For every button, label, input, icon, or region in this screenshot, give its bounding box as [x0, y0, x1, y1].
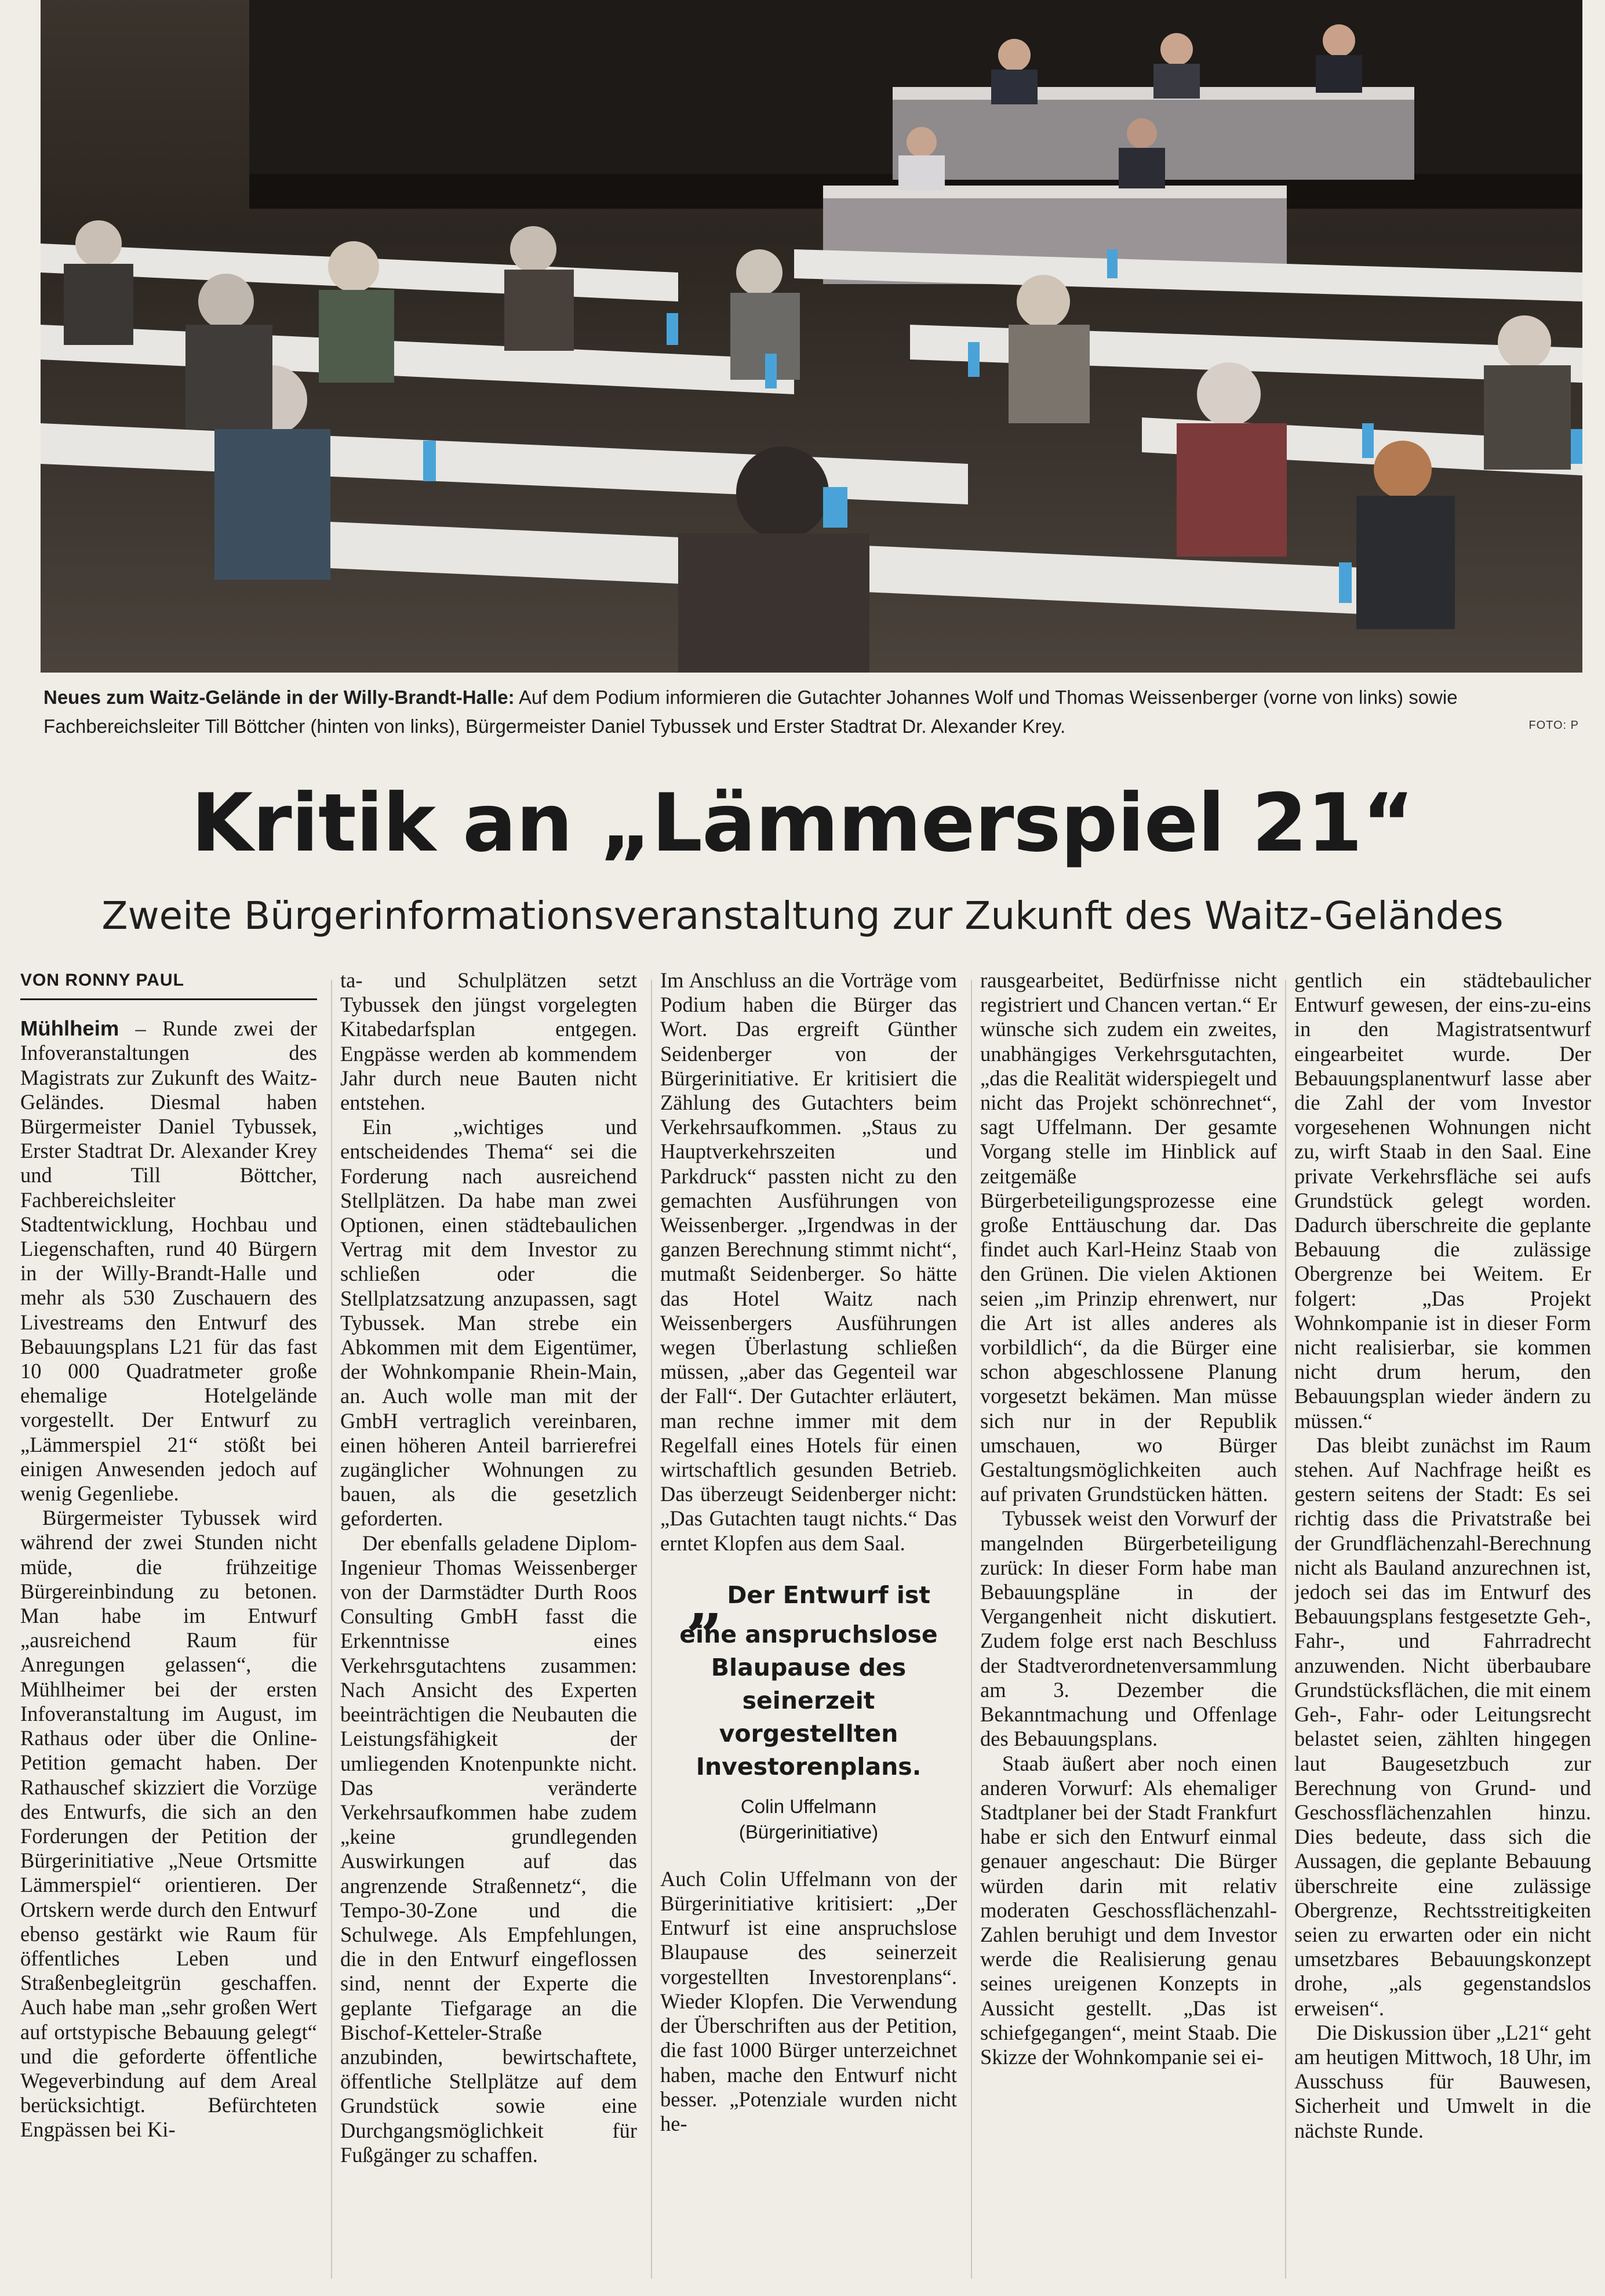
column-3	[660, 968, 957, 2284]
photo-credit: FOTO: P	[1528, 719, 1579, 732]
column-2	[340, 968, 637, 2284]
paragraph: Der ebenfalls geladene Diplom-Ingenieur Thomas Weissenberger von der Darmstädter Durth Roos Consulting GmbH fasst die Erkenntnisse eines Verkehrsgutachtens zusammen: Nach Ansicht des Experten beeinträchtigen die Neubauten die Leistungsfähigkeit der umliegenden Knotenpunkte nicht. Das veränderte Verkehrsaufkommen habe zudem „keine grundlegenden Auswirkungen auf das angrenzende Straßennetz“, die Tempo-30-Zone und die Schulwege. Als Empfehlungen, die in den Entwurf eingeflossen sind, nennt der Experte die geplante Tiefgarage an die Bischof-Ketteler-Straße anzubinden, bewirtschaftete, öffentliche Stellplätze auf dem Grundstück sowie eine Durchgangsmöglichkeit für Fußgänger zu schaffen.	[340, 1531, 637, 2167]
dateline: Mühlheim	[20, 1016, 119, 1041]
paragraph: Bürgermeister Tybussek wird während der zwei Stunden nicht müde, die frühzeitige Bürgereinbindung zu betonen. Man habe im Entwurf „ausreichend Raum für Anregungen gelassen“, die Mühlheimer bei der ersten Infoveranstaltung im August, im Rathaus oder über die Online-Petition gemacht haben. Der Rathauschef skizziert die Vorzüge des Entwurfs, die sich an den Forderungen der Petition der Bürgerinitiative „Neue Ortsmitte Lämmerspiel“ orientieren. Der Ortskern werde durch den Entwurf ebenso gestärkt wie Raum für öffentliches Leben und Straßenbegleitgrün geschaffen. Auch habe man „sehr großen Wert auf ortstypische Bebauung gelegt“ und die geforderte öffentliche Wegeverbindung auf dem Areal berücksichtigt. Befürchteten Engpässen bei Ki-	[20, 1506, 317, 2142]
paragraph: Ein „wichtiges und entscheidendes Thema“ sei die Forderung nach ausreichend Stellplätzen. Da habe man zwei Optionen, einen städtebaulichen Vertrag mit dem Investor zu schließen oder die Stellplatzsatzung anzupassen, sagt Tybussek. Man strebe ein Abkommen mit dem Eigentümer, der Wohnkompanie Rhein-Main, an. Auch wolle man mit der GmbH vertraglich vereinbaren, einen höheren Anteil barrierefrei zugänglicher Wohnungen zu bauen, als die gesetzlich geforderten.	[340, 1115, 637, 1531]
paragraph: Tybussek weist den Vorwurf der mangelnden Bürgerbeteiligung zurück: In dieser Form habe man Bebauungspläne in der Vergangenheit nicht diskutiert. Zudem folge erst nach Beschluss der Stadtverordnetenversammlung am 3. Dezember die Bekanntmachung und Offenlage des Bebauungsplans.	[980, 1506, 1277, 1751]
paragraph: rausgearbeitet, Bedürfnisse nicht registriert und Chancen vertan.“ Er wünsche sich zudem ein zweites, unabhängiges Verkehrsgutachten, „das die Realität widerspiegelt und nicht das Projekt schönrechnet“, sagt Uffelmann. Der gesamte Vorgang stelle im Hinblick auf zeitgemäße Bürgerbeteiligungsprozesse eine große Enttäuschung dar. Das findet auch Karl-Heinz Staab von den Grünen. Die vielen Aktionen seien „im Prinzip ehrenwert, nur die Art ist alles anderes als vorbildlich“, da die Bürger eine schon abgeschlossene Planung vorgesetzt bekämen. Man müsse sich nur in der Republik umschauen, wo Bürger Gestaltungsmöglichkeiten auch auf privaten Grundstücken hätten.	[980, 968, 1277, 1506]
meeting-hall-image	[41, 0, 1582, 673]
pull-quote-role: (Bürgerinitiative)	[738, 1821, 879, 1843]
hall-photo	[41, 0, 1582, 673]
caption-lead: Neues zum Waitz-Gelände in der Willy-Brandt-Halle:	[43, 686, 515, 708]
column-1	[20, 968, 317, 2284]
column-4	[980, 968, 1277, 2284]
paragraph: gentlich ein städtebaulicher Entwurf gewesen, der eins-zu-eins in den Magistratsentwurf eingearbeitet wurde. Der Bebauungsplanentwurf lasse aber die Zahl der vom Investor vorgesehenen Wohnungen nicht zu, wirft Staab in den Saal. Eine private Verkehrsfläche sei aufs Grundstück gelegt worden. Dadurch überschreite die geplante Bebauung die zulässige Obergrenze bei Weitem. Er folgert: „Das Projekt Wohnkompanie ist in dieser Form nicht realisierbar, sie kommen nicht drum herum, den Bebauungsplan wieder ändern zu müssen.“	[1294, 968, 1591, 1433]
caption-text: Auf dem Podium informieren die Gutachter Johannes Wolf und Thomas Weissenberger (vorne von links) sowie Fachbereichsleiter Till Böttcher (hinten von links), Bürgermeister Daniel Tybussek und Erster Stadtrat Dr. Alexander Krey.	[43, 686, 1458, 737]
paragraph: ta- und Schulplätzen setzt Tybussek den jüngst vorgelegten Kitabedarfsplan entgegen. Engpässe werden ab kommendem Jahr durch neue Bauten nicht entstehen.	[340, 968, 637, 1115]
subheadline: Zweite Bürgerinformationsveranstaltung zur Zukunft des Waitz-Geländes	[101, 893, 1504, 938]
paragraph: Im Anschluss an die Vorträge vom Podium haben die Bürger das Wort. Das ergreift Günther Seidenberger von der Bürgerinitiative. Er kritisiert die Zählung des Gutachters beim Verkehrsaufkommen. „Staus zu Hauptverkehrszeiten und Parkdruck“ passten nicht zu den gemachten Ausführungen von Weissenberger. „Irgendwas in der ganzen Berechnung stimmt nicht“, mutmaßt Seidenberger. So hätte das Hotel Waitz nach Weissenbergers Ausführungen wegen Überlastung schließen müssen, „aber das Gegenteil war der Fall“. Der Gutachter erläutert, man rechne immer mit dem Regelfall eines Hotels für einen wirtschaftlich gesunden Betrieb. Das überzeugt Seidenberger nicht: „Das Gutachten taugt nichts.“ Das erntet Klopfen aus dem Saal.	[660, 968, 957, 1555]
byline: VON RONNY PAUL	[20, 968, 317, 1000]
quote-mark-icon: „	[687, 1563, 724, 1638]
paragraph: Das bleibt zunächst im Raum stehen. Auf Nachfrage heißt es gestern seitens der Stadt: Es sei richtig dass die Privatstraße bei der Grundflächenzahl-Berechnung nicht als Bauland anzurechnen ist, jedoch sei das im Entwurf des Bebauungsplans festgesetzte Geh-, Fahr-, und Fahrradrecht anzuwenden. Nicht überbaubare Grundstücksflächen, die mit einem Geh-, Fahr- oder Leitungsrecht belastet seien, zählten hingegen laut Baugesetzbuch zur Berechnung von Grund- und Geschossflächenzahlen hinzu. Dies bedeute, dass sich die Aussagen, die geplante Bebauung überschreite eine zulässige Obergrenze, Rechtsstreitigkeiten seien zu erwarten oder ein nicht umsetzbares Bebauungskonzept drohe, „als gegenstandslos erweisen“.	[1294, 1433, 1591, 2020]
photo-caption	[43, 683, 1582, 741]
paragraph: Die Diskussion über „L21“ geht am heutigen Mittwoch, 18 Uhr, im Ausschuss für Bauwesen, Sicherheit und Umwelt in die nächste Runde.	[1294, 2020, 1591, 2142]
pull-quote-text: „ Der Entwurf ist eine anspruchslose Blaupause des seinerzeit vorgestellten Investorenplans.	[679, 1563, 938, 1781]
column-5	[1294, 968, 1591, 2284]
paragraph: Staab äußert aber noch einen anderen Vorwurf: Als ehemaliger Stadtplaner bei der Stadt Frankfurt habe er sich den Entwurf einmal genauer angeschaut: Die Bürger würden darin mit relativ moderaten Geschossflächenzahl-Zahlen beruhigt und dem Investor werde die Realisierung genau seines ureigenen Konzepts in Aussicht gestellt. „Das ist schiefgegangen“, meint Staab. Die Skizze der Wohnkompanie sei ei-	[980, 1751, 1277, 2069]
paragraph: Auch Colin Uffelmann von der Bürgerinitiative kritisiert: „Der Entwurf ist eine anspruchslose Blaupause des seinerzeit vorgestellten Investorenplans“. Wieder Klopfen. Die Verwendung der Überschriften aus der Petition, die fast 1000 Bürger unterzeichnet haben, mache den Entwurf nicht besser. „Potenziale wurden nicht he-	[660, 1866, 957, 2135]
paragraph: Mühlheim – Runde zwei der Infoveranstaltungen des Magistrats zur Zukunft des Waitz-Geländes. Diesmal haben Bürgermeister Daniel Tybussek, Erster Stadtrat Dr. Alexander Krey und Till Böttcher, Fachbereichsleiter Stadtentwicklung, Hochbau und Liegenschaften, rund 40 Bürgern in der Willy-Brandt-Halle und mehr als 530 Zuschauern des Livestreams den Entwurf des Bebauungsplans L21 für das fast 10 000 Quadratmeter große ehemalige Hotelgelände vorgestellt. Der Entwurf zu „Lämmerspiel 21“ stößt bei einigen Anwesenden jedoch auf wenig Gegenliebe.	[20, 1016, 317, 1506]
pull-quote	[660, 1563, 957, 1845]
headline: Kritik an „Lämmerspiel 21“	[191, 776, 1414, 870]
article-body	[20, 968, 1591, 2284]
pull-quote-author: Colin Uffelmann	[740, 1795, 877, 1817]
